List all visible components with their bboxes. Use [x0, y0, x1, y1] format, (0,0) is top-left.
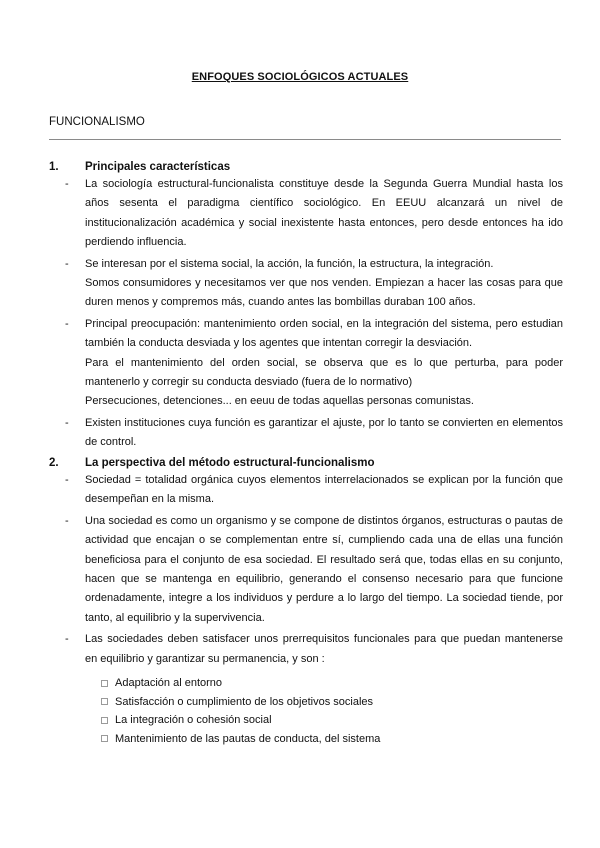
- section-2-title: La perspectiva del método estructural-funcionalismo: [85, 457, 375, 469]
- section-divider: [49, 139, 561, 140]
- paragraph: Se interesan por el sistema social, la acción, la función, la estructura, la integración.: [85, 257, 494, 270]
- paragraph: La sociología estructural-funcionalista constituye desde la Segunda Guerra Mundial hasta los años sesenta el paradigma científico sociológico. En EEUU alcanzará un nivel de institucionalización académica y social inexistente hasta entonces, pero desde entonces ha ido perdiendo influencia.: [85, 178, 563, 249]
- list-item: [49, 175, 563, 253]
- list-item: [49, 315, 563, 412]
- requisite-item: [101, 711, 563, 730]
- dash-marker: -: [65, 317, 69, 330]
- dash-marker: -: [65, 257, 69, 270]
- requisites-list: [101, 674, 563, 748]
- section-1: [49, 159, 563, 453]
- requisite-label: Adaptación al entorno: [115, 677, 223, 690]
- section-1-heading: [49, 159, 563, 175]
- paragraph: Las sociedades deben satisfacer unos prerrequisitos funcionales para que puedan mantenerse en equilibrio y garantizar su permanencia, y son :: [85, 633, 563, 665]
- section-1-number: 1.: [49, 161, 59, 173]
- paragraph: Existen instituciones cuya función es garantizar el ajuste, por lo tanto se convierten en elementos de control.: [85, 416, 563, 449]
- requisite-label: Satisfacción o cumplimiento de los objetivos sociales: [115, 695, 374, 708]
- section-heading: FUNCIONALISMO: [49, 116, 145, 128]
- paragraph: Sociedad = totalidad orgánica cuyos elementos interrelacionados se explican por la función que desempeñan en la misma.: [85, 474, 563, 506]
- paragraph: Una sociedad es como un organismo y se compone de distintos órganos, estructuras o pautas de actividad que encajan o se complementan entre sí, cumpliendo cada una de ellas una función beneficiosa para el conjunto de esa sociedad. El resultado será que, todas ellas en su conjunto, hacen que se mantenga en equilibrio, generando el consenso necesario para que funcione ordenadamente, integre a los individuos y perdure a lo largo del tiempo. La sociedad tiende, por tanto, al equilibrio y la supervivencia.: [85, 514, 563, 624]
- paragraph: Somos consumidores y necesitamos ver que nos venden. Empiezan a hacer las cosas para que duren menos y compremos más, cuando antes las bombillas duraban 100 años.: [85, 277, 563, 309]
- dash-marker: -: [65, 416, 69, 429]
- checkbox-square-icon: [101, 680, 108, 687]
- dash-marker: -: [65, 474, 69, 486]
- requisite-item: [101, 693, 563, 712]
- paragraph: Para el mantenimiento del orden social, se observa que es lo que perturba, para poder mantenerlo y corregir su conducta desviado (fuera de lo normativo): [85, 356, 563, 389]
- requisite-label: La integración o cohesión social: [115, 714, 272, 727]
- section-1-title: Principales características: [85, 161, 231, 173]
- requisite-item: [101, 730, 563, 749]
- dash-marker: -: [65, 514, 69, 527]
- list-item: [49, 512, 563, 628]
- requisite-item: [101, 674, 563, 693]
- section-2-number: 2.: [49, 457, 59, 469]
- list-item: [49, 414, 563, 453]
- list-item: [49, 255, 563, 313]
- dash-marker: -: [65, 633, 69, 646]
- section-2: [49, 455, 563, 748]
- section-2-heading: [49, 455, 563, 471]
- paragraph: Persecuciones, detenciones... en eeuu de todas aquellas personas comunistas.: [85, 395, 474, 408]
- paragraph: Principal preocupación: mantenimiento orden social, en la integración del sistema, pero estudian también la conducta desviada y los agentes que intentan corregir la desviación.: [85, 317, 563, 350]
- checkbox-square-icon: [101, 717, 108, 724]
- list-item: [49, 471, 563, 510]
- requisite-label: Mantenimiento de las pautas de conducta, del sistema: [115, 732, 381, 745]
- checkbox-square-icon: [101, 735, 108, 742]
- list-item: [49, 630, 563, 669]
- document-title: ENFOQUES SOCIOLÓGICOS ACTUALES: [191, 71, 409, 83]
- checkbox-square-icon: [101, 698, 108, 705]
- dash-marker: -: [65, 178, 69, 190]
